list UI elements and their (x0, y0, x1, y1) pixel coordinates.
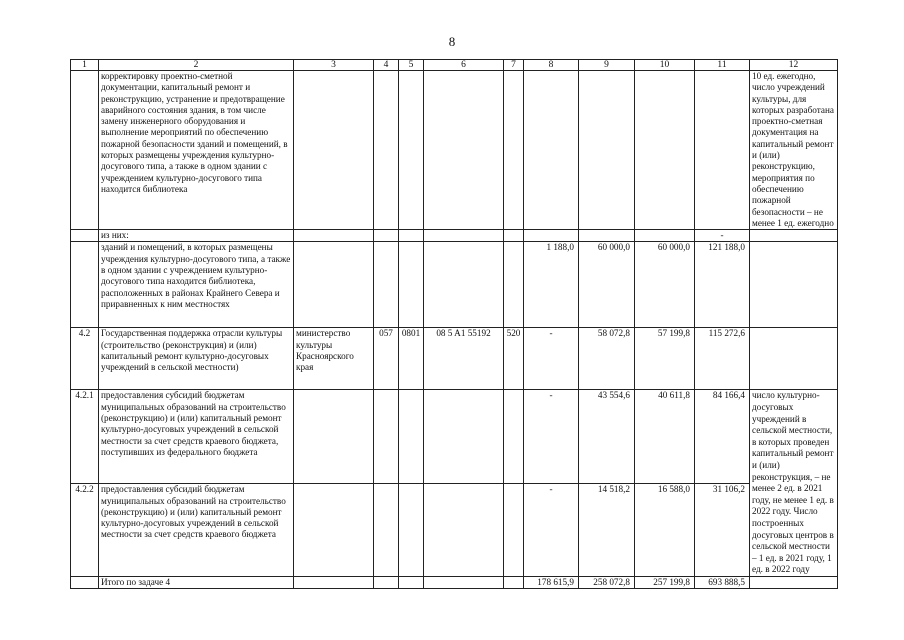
cell-value: 1 188,0 (524, 242, 579, 328)
total-label: Итого по задаче 4 (99, 576, 294, 588)
cell-value: - (524, 328, 579, 390)
cell-value: - (524, 390, 579, 484)
row-description: Государственная поддержка отрасли культуры (строительство (реконструкция) и (или) капитальный ремонт культурно-досуговых учреждений в сельской местности) (99, 328, 294, 390)
cell-value: 60 000,0 (579, 242, 635, 328)
header-cell: 7 (504, 60, 524, 71)
cell-value: 121 188,0 (695, 242, 750, 328)
table-row (71, 230, 838, 242)
header-cell: 10 (635, 60, 695, 71)
cell-value: 57 199,8 (635, 328, 695, 390)
cell-value: 0801 (399, 328, 424, 390)
header-cell: 6 (424, 60, 504, 71)
cell-value: 31 106,2 (695, 484, 750, 577)
total-value: 178 615,9 (524, 576, 579, 588)
header-cell: 5 (399, 60, 424, 71)
header-cell: 9 (579, 60, 635, 71)
page-number: 8 (448, 34, 456, 49)
table-row (71, 242, 838, 328)
header-cell: 11 (695, 60, 750, 71)
budget-table (70, 59, 838, 589)
table-row (71, 71, 838, 230)
header-cell: 12 (750, 60, 838, 71)
row-description: предоставления субсидий бюджетам муниципальных образований на строительство (реконструкцию) и (или) капитальный ремонт культурно-досуговых учреждений в сельской местности за счет средств краевого бюджета (99, 484, 294, 577)
row-description: предоставления субсидий бюджетам муниципальных образований на строительство (реконструкцию) и (или) капитальный ремонт культурно-досуговых учреждений в сельской местности за счет средств краевого бюджета, поступивших из федерального бюджета (99, 390, 294, 484)
row-description: зданий и помещений, в которых размещены учреждения культурно-досугового типа, а также в одном здании с учреждением культурно-досугового типа находится библиотека, расположенных в районах Крайнего Севера и приравненных к ним местностях (99, 242, 294, 328)
table-row (71, 328, 838, 390)
cell-value: 14 518,2 (579, 484, 635, 577)
row-indicator: 10 ед. ежегодно, число учреждений культуры, для которых разработана проектно-сметная документация на капитальный ремонт и (или) реконструкцию, мероприятия по обеспечению пожарной безопасности – не менее 1 ед. ежегодно (750, 71, 838, 230)
table-row-total (71, 576, 838, 588)
header-row (71, 60, 838, 71)
header-cell: 1 (71, 60, 99, 71)
cell-value: 60 000,0 (635, 242, 695, 328)
header-cell: 4 (374, 60, 399, 71)
cell-value: 520 (504, 328, 524, 390)
row-description: из них: (99, 230, 294, 242)
row-description: корректировку проектно-сметной документации, капитальный ремонт и реконструкцию, устранение и предотвращение аварийного состояния здания, в том числе замену инженерного оборудования и выполнение мероприятий по обеспечению пожарной безопасности зданий и помещений, в которых размещены учреждения культурно-досугового типа, а также в одном здании с учреждением культурно-досугового типа находится библиотека (99, 71, 294, 230)
header-cell: 8 (524, 60, 579, 71)
cell-value: 43 554,6 (579, 390, 635, 484)
cell-value: 16 588,0 (635, 484, 695, 577)
row-number: 4.2.1 (71, 390, 99, 484)
table-row (71, 390, 838, 484)
row-number: 4.2 (71, 328, 99, 390)
cell-value: - (524, 484, 579, 577)
total-value: 258 072,8 (579, 576, 635, 588)
cell-value: 115 272,6 (695, 328, 750, 390)
row-indicator: число культурно-досуговых учреждений в сельской местности, в которых проведен капитальный ремонт и (или) реконструкция, – не менее 2 ед. в 2021 году, не менее 1 ед. в 2022 году. Число построенных досуговых центров в сельской местности – 1 ед. в 2021 году, 1 ед. в 2022 году (750, 390, 838, 577)
cell-value: - (695, 230, 750, 242)
cell-value: 58 072,8 (579, 328, 635, 390)
table-row (71, 484, 838, 577)
cell-value: 40 611,8 (635, 390, 695, 484)
header-cell: 3 (294, 60, 374, 71)
header-cell: 2 (99, 60, 294, 71)
cell-value: 08 5 A1 55192 (424, 328, 504, 390)
row-number: 4.2.2 (71, 484, 99, 577)
total-value: 693 888,5 (695, 576, 750, 588)
cell-value: 84 166,4 (695, 390, 750, 484)
total-value: 257 199,8 (635, 576, 695, 588)
row-executor: министерство культуры Красноярского края (294, 328, 374, 390)
cell-value: 057 (374, 328, 399, 390)
